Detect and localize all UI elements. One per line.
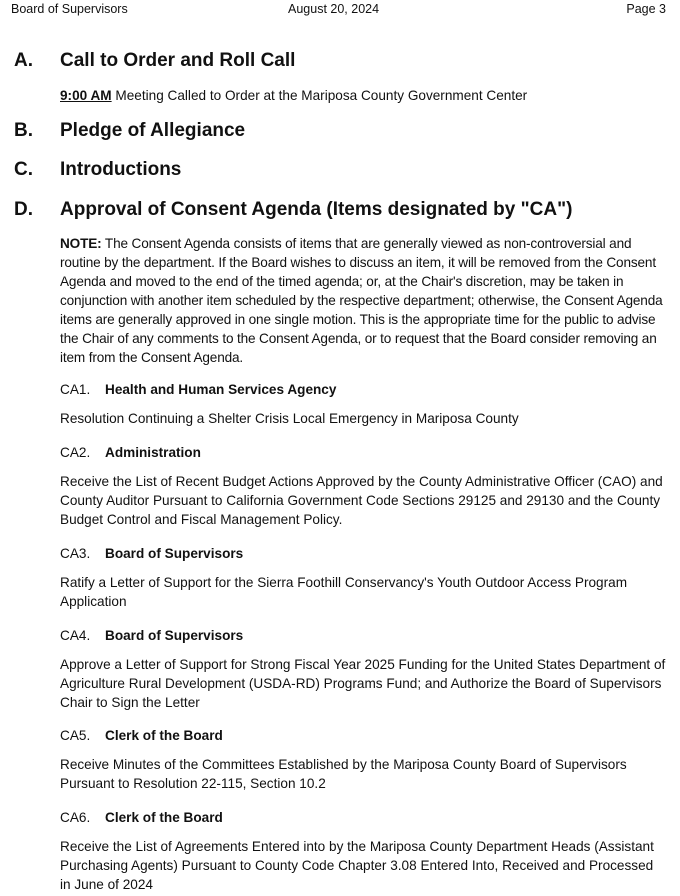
consent-agenda-note bbox=[60, 234, 666, 367]
item-department: Board of Supervisors bbox=[105, 628, 244, 643]
header-board-name: Board of Supervisors bbox=[11, 2, 128, 16]
section-letter: B. bbox=[14, 120, 33, 141]
meeting-time: 9:00 AM bbox=[60, 88, 112, 103]
call-to-order-line bbox=[60, 86, 666, 105]
section-title: Pledge of Allegiance bbox=[60, 120, 246, 141]
consent-item-description: Ratify a Letter of Support for the Sierra Foothill Conservancy's Youth Outdoor Access Program Application bbox=[60, 575, 628, 609]
consent-item-heading bbox=[60, 626, 243, 645]
consent-item-description: Receive Minutes of the Committees Established by the Mariposa County Board of Supervisors Pursuant to Resolution 22-115, Section 10.2 bbox=[60, 757, 627, 791]
item-department: Clerk of the Board bbox=[105, 728, 223, 743]
section-letter: A. bbox=[14, 50, 33, 71]
note-label: NOTE: bbox=[60, 236, 102, 251]
consent-item-heading bbox=[60, 544, 243, 563]
consent-item-heading bbox=[60, 808, 223, 827]
item-number: CA3. bbox=[60, 546, 91, 561]
item-department: Clerk of the Board bbox=[105, 810, 223, 825]
item-number: CA1. bbox=[60, 382, 91, 397]
note-text: The Consent Agenda consists of items that are generally viewed as non-controversial and routine by the department. If the Board wishes to discuss an item, it will be removed from the Consent Agenda and moved to the end of the timed agenda; or, at the Chair's discretion, may be taken in conjunction with another item scheduled by the respective department; otherwise, the Consent Agenda items are generally approved in one single motion. This is the appropriate time for the public to advise the Chair of any comments to the Consent Agenda, or to request that the Board consider removing an item from the Consent Agenda. bbox=[60, 236, 663, 365]
page-header bbox=[11, 2, 666, 20]
consent-item-description: Approve a Letter of Support for Strong Fiscal Year 2025 Funding for the United States Department of Agriculture Rural Development (USDA-RD) Programs Fund; and Authorize the Board of Supervisors Chair to Sign the Letter bbox=[60, 657, 666, 710]
section-letter: C. bbox=[14, 159, 33, 180]
header-page-number: Page 3 bbox=[626, 2, 666, 16]
consent-item-heading bbox=[60, 726, 223, 745]
consent-item-description: Receive the List of Recent Budget Actions Approved by the County Administrative Officer (CAO) and County Auditor Pursuant to California Government Code Sections 29125 and 29130 and the County Budget Control and Fiscal Management Policy. bbox=[60, 474, 663, 527]
item-number: CA6. bbox=[60, 810, 91, 825]
consent-item-description: Receive the List of Agreements Entered into by the Mariposa County Department Heads (Assistant Purchasing Agents) Pursuant to County Code Chapter 3.08 Entered Into, Received and Processed in June of 2024 bbox=[60, 839, 654, 892]
item-number: CA4. bbox=[60, 628, 91, 643]
header-date: August 20, 2024 bbox=[288, 2, 380, 16]
consent-item-heading bbox=[60, 380, 336, 399]
item-number: CA2. bbox=[60, 445, 91, 460]
item-department: Health and Human Services Agency bbox=[105, 382, 337, 397]
consent-item-heading bbox=[60, 443, 201, 462]
section-title: Approval of Consent Agenda (Items designated by "CA") bbox=[60, 199, 573, 220]
section-letter: D. bbox=[14, 199, 33, 220]
section-title: Introductions bbox=[60, 159, 182, 180]
consent-item-description: Resolution Continuing a Shelter Crisis Local Emergency in Mariposa County bbox=[60, 411, 519, 426]
item-department: Board of Supervisors bbox=[105, 546, 244, 561]
item-number: CA5. bbox=[60, 728, 91, 743]
call-to-order-text: Meeting Called to Order at the Mariposa County Government Center bbox=[111, 88, 528, 103]
section-title: Call to Order and Roll Call bbox=[60, 50, 296, 71]
item-department: Administration bbox=[105, 445, 201, 460]
